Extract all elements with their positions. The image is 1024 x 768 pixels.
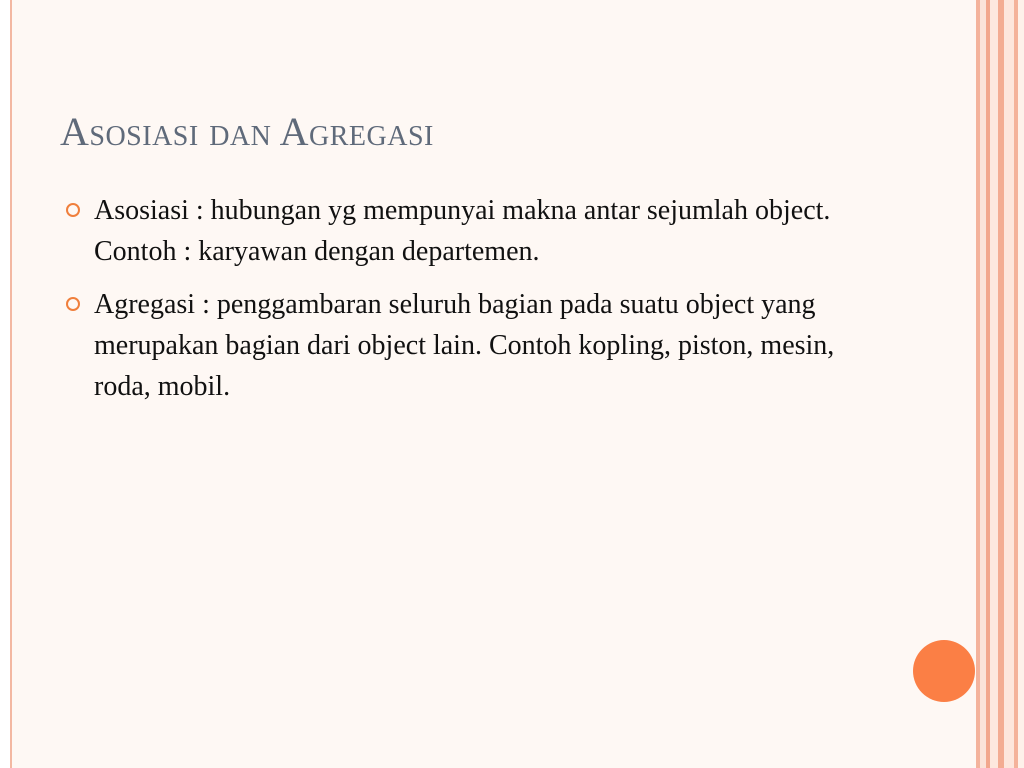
- bullet-list: [64, 190, 884, 419]
- orange-circle-decoration: [913, 640, 975, 702]
- right-stripe: [1004, 0, 1014, 768]
- hollow-circle-bullet-icon: [66, 297, 80, 311]
- slide-title: Asosiasi dan Agregasi: [60, 109, 434, 154]
- bullet-item: [64, 284, 884, 407]
- hollow-circle-bullet-icon: [66, 203, 80, 217]
- bullet-item: [64, 190, 884, 272]
- right-stripe: [990, 0, 998, 768]
- right-stripe: [1018, 0, 1024, 768]
- bullet-text: Agregasi : penggambaran seluruh bagian pada suatu object yang merupakan bagian dari object lain. Contoh kopling, piston, mesin, roda, mobil.: [94, 289, 835, 402]
- bullet-text: Asosiasi : hubungan yg mempunyai makna antar sejumlah object. Contoh : karyawan dengan departemen.: [94, 195, 831, 267]
